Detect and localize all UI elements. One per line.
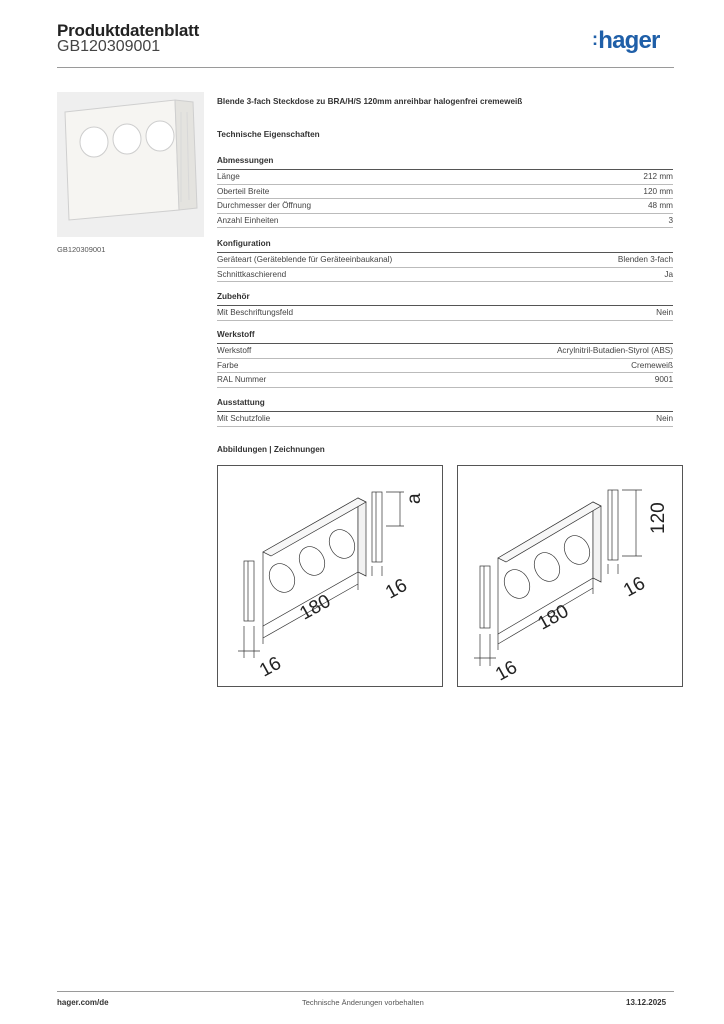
dimension-depth: 16: [382, 574, 411, 604]
row-value: Nein: [656, 414, 673, 423]
row-value: 3: [668, 215, 673, 225]
table-row: [217, 359, 673, 374]
section-equipment: [217, 398, 673, 427]
row-label: Länge: [217, 172, 240, 181]
drawing-graphic: [218, 466, 442, 686]
dimension-side: 16: [492, 656, 521, 686]
document-title: Produktdatenblatt: [57, 21, 200, 40]
table-row: [217, 253, 673, 268]
section-configuration: [217, 239, 673, 282]
section-title: Werkstoff: [217, 330, 673, 344]
row-value: 120 mm: [643, 186, 673, 196]
row-value: 48 mm: [647, 201, 673, 210]
section-accessories: [217, 292, 673, 321]
table-row: [217, 412, 673, 427]
row-label: Mit Schutzfolie: [217, 414, 271, 423]
technical-drawing-2: [457, 465, 683, 687]
row-label: Farbe: [217, 360, 239, 370]
dimension-height: 120: [648, 502, 669, 534]
header-divider: [57, 67, 674, 68]
product-image: [57, 92, 204, 237]
image-caption: GB120309001: [57, 245, 106, 254]
dimension-length: 180: [296, 590, 335, 625]
dimension-length: 180: [534, 600, 573, 635]
row-label: Schnittkaschierend: [217, 269, 287, 279]
table-row: [217, 373, 673, 388]
section-material: [217, 330, 673, 388]
drawing-graphic: [458, 466, 682, 686]
hager-logo: [592, 27, 660, 55]
product-photo-graphic: [57, 92, 204, 237]
footer-date: 13.12.2025: [626, 998, 667, 1007]
row-value: Nein: [656, 308, 673, 317]
footer-divider: [57, 991, 674, 992]
row-label: Anzahl Einheiten: [217, 215, 279, 225]
footer-note: Technische Änderungen vorbehalten: [302, 998, 424, 1007]
table-row: [217, 268, 673, 283]
table-row: [217, 306, 673, 321]
row-value: Blenden 3-fach: [617, 255, 673, 264]
row-label: Werkstoff: [217, 346, 252, 355]
section-title: Ausstattung: [217, 398, 673, 412]
article-number: GB120309001: [57, 38, 161, 55]
dimension-depth: 16: [620, 572, 649, 602]
row-value: 212 mm: [643, 172, 673, 181]
row-label: Durchmesser der Öffnung: [217, 201, 312, 210]
technical-properties-heading: Technische Eigenschaften: [217, 130, 320, 139]
section-title: Abmessungen: [217, 156, 673, 170]
dimension-height: a: [404, 493, 425, 504]
section-title: Konfiguration: [217, 239, 673, 253]
row-label: RAL Nummer: [217, 375, 267, 384]
row-label: Geräteart (Geräteblende für Geräteeinbaukanal): [217, 255, 393, 264]
row-value: Ja: [664, 269, 673, 279]
row-value: Cremeweiß: [631, 360, 673, 370]
table-row: [217, 344, 673, 359]
table-row: [217, 170, 673, 185]
technical-drawing-1: [217, 465, 443, 687]
section-title: Zubehör: [217, 292, 673, 306]
dimension-side: 16: [256, 652, 285, 682]
footer-website-link[interactable]: hager.com/de: [57, 998, 109, 1007]
drawings-heading: Abbildungen | Zeichnungen: [217, 445, 325, 454]
row-value: Acrylnitril-Butadien-Styrol (ABS): [556, 346, 673, 355]
table-row: [217, 199, 673, 214]
section-dimensions: [217, 156, 673, 228]
logo-text: hager: [598, 27, 660, 54]
row-label: Mit Beschriftungsfeld: [217, 308, 293, 317]
logo-dots-icon: :: [592, 29, 598, 49]
product-description: Blende 3-fach Steckdose zu BRA/H/S 120mm anreihbar halogenfrei cremeweiß: [217, 97, 523, 106]
row-value: 9001: [654, 375, 673, 384]
table-row: [217, 185, 673, 200]
row-label: Oberteil Breite: [217, 186, 270, 196]
table-row: [217, 214, 673, 229]
